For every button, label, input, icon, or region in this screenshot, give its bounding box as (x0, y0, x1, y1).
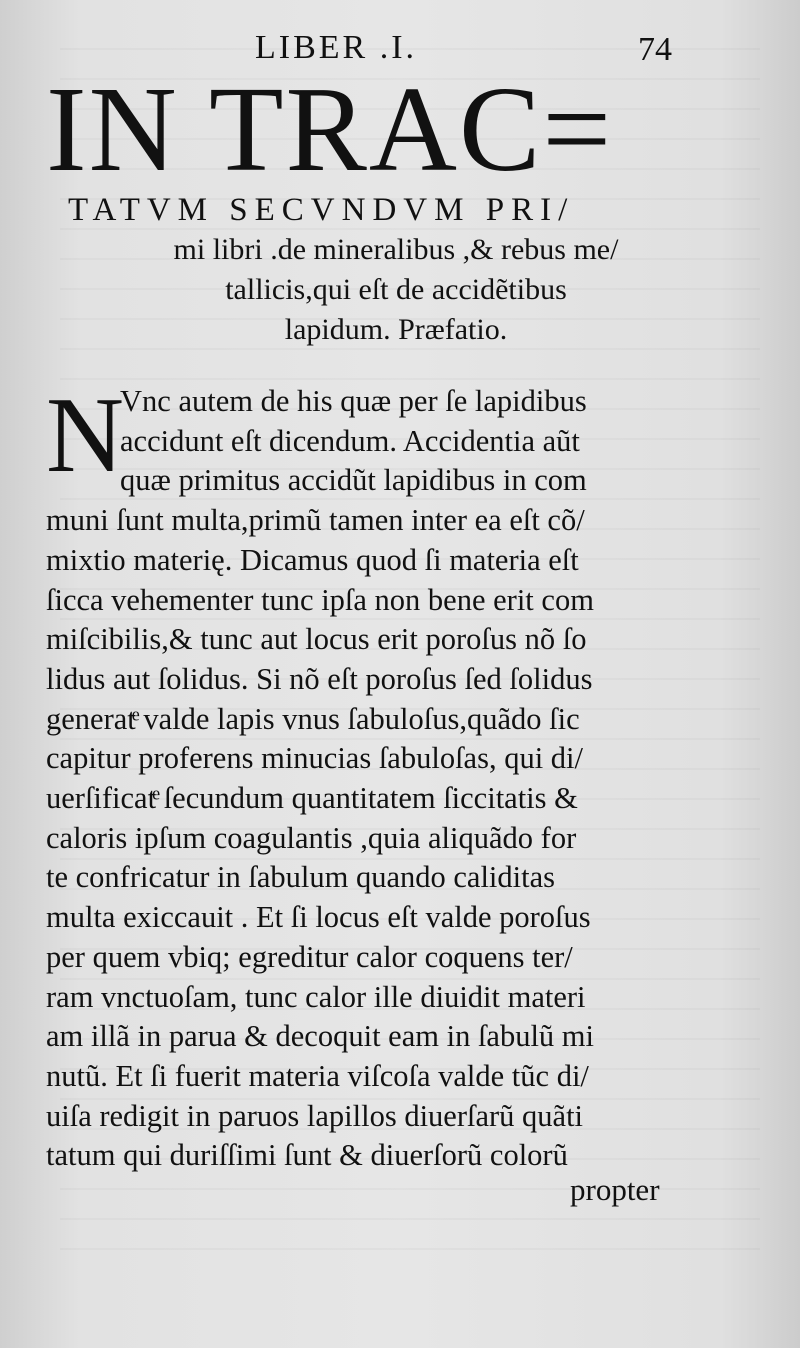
chapter-heading-subtitle (0, 190, 800, 350)
body-text (46, 376, 692, 1176)
text-line: ram vnctuoſam, tunc calor ille diuidit materi (46, 979, 586, 1014)
catchword: propter (570, 1172, 660, 1207)
book-label: LIBER .I. (255, 29, 418, 66)
drop-capital: N (46, 376, 124, 495)
text-line: Vnc autem de his quæ per ſe lapidibus (120, 384, 587, 418)
text-line: per quem vbiq; egreditur calor coquens ter/ (46, 939, 573, 974)
text-line: muni ſunt multa,primũ tamen inter ea eſt cõ/ (46, 503, 585, 538)
text-line: lidus aut ſolidus. Si nõ eſt poroſus ſed ſolidus (46, 661, 593, 696)
chapter-heading-large: IN TRAC= (46, 62, 614, 197)
text-line: nutũ. Et ſi fuerit materia viſcoſa valde tũc di/ (46, 1058, 589, 1093)
text-line: tatum qui duriſſimi ſunt & diuerſorũ colorũ (46, 1138, 568, 1173)
text-line: uiſa redigit in paruos lapillos diuerſarũ quãti (46, 1098, 584, 1133)
text-line: quæ primitus accidũt lapidibus in com (120, 463, 587, 498)
text-line: miſcibilis,& tunc aut locus erit poroſus nõ ſo (46, 622, 587, 657)
text-line: te confricatur in ſabulum quando caliditas (46, 860, 556, 895)
subtitle-line-4: lapidum. Præfatio. (284, 313, 508, 346)
text-line: ſicca vehementer tunc ipſa non bene erit com (46, 582, 594, 617)
text-line: multa exiccauit . Et ſi locus eſt valde poroſus (46, 900, 591, 935)
text-line: caloris ipſum coagulantis ,quia aliquãdo for (46, 820, 577, 855)
text-line: accidunt eſt dicendum. Accidentia aũt (120, 423, 580, 458)
text-line: mixtio materię. Dicamus quod ſi materia eſt (46, 542, 579, 577)
text-line: generatͤ valde lapis vnus ſabuloſus,quãdo ſic (46, 701, 580, 736)
subtitle-line-3: tallicis,qui eſt de accidẽtibus (225, 273, 567, 306)
text-line: uerſificatͤ ſecundum quantitatem ſiccitatis & (46, 781, 578, 816)
text-line: capitur proferens minucias ſabuloſas, qui di/ (46, 741, 583, 776)
subtitle-line-2: mi libri .de mineralibus ,& rebus me/ (173, 233, 619, 266)
page-number: 74 (638, 31, 672, 68)
subtitle-line-1: TATVM SECVNDVM PRI/ (68, 192, 575, 228)
text-line: am illã in parua & decoquit eam in ſabulũ mi (46, 1019, 595, 1054)
